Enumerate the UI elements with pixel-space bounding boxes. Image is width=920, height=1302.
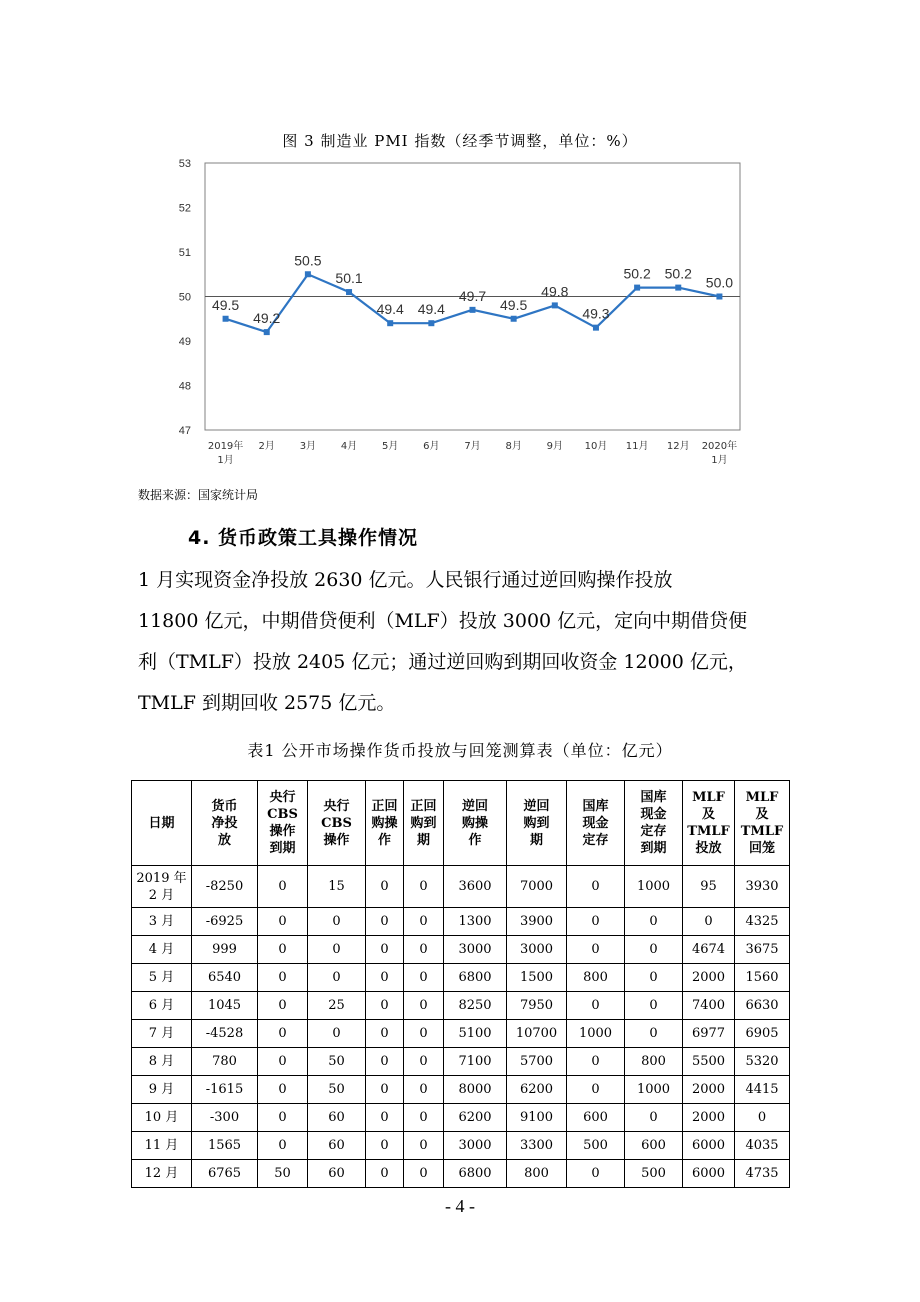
- table-row: [132, 908, 790, 936]
- table-cell: 0: [366, 1048, 404, 1076]
- table-cell: 0: [404, 908, 444, 936]
- table-row: [132, 1048, 790, 1076]
- table-cell: 0: [258, 1132, 308, 1160]
- table-cell: 0: [625, 936, 683, 964]
- column-header: MLF 及 TMLF 投放: [683, 781, 735, 866]
- table-cell: 0: [366, 1020, 404, 1048]
- data-label: 50.2: [664, 265, 692, 282]
- table-cell: 8000: [444, 1076, 507, 1104]
- paragraph-line: 1 月实现资金净投放 2630 亿元。人民银行通过逆回购操作投放: [138, 569, 673, 591]
- table-cell: 0: [567, 908, 625, 936]
- table-cell: 500: [625, 1160, 683, 1188]
- table-cell: 4735: [735, 1160, 790, 1188]
- x-tick-label: 1月: [217, 455, 234, 466]
- row-date: 9 月: [132, 1076, 192, 1104]
- row-date: 11 月: [132, 1132, 192, 1160]
- table-cell: 6765: [192, 1160, 258, 1188]
- table-cell: 0: [366, 1160, 404, 1188]
- table-cell: 3930: [735, 866, 790, 908]
- table-cell: -300: [192, 1104, 258, 1132]
- table-cell: 8250: [444, 992, 507, 1020]
- table-cell: 0: [625, 992, 683, 1020]
- table-cell: 7100: [444, 1048, 507, 1076]
- x-tick-label: 2020年: [701, 441, 738, 452]
- table-row: [132, 1160, 790, 1188]
- table-cell: 0: [308, 908, 366, 936]
- x-tick-label: 10月: [584, 441, 608, 452]
- table-cell: 95: [683, 866, 735, 908]
- row-date: 4 月: [132, 936, 192, 964]
- table-cell: 0: [625, 908, 683, 936]
- data-label: 49.2: [253, 310, 281, 327]
- table-cell: 1000: [567, 1020, 625, 1048]
- data-source-note: 数据来源：国家统计局: [138, 488, 259, 502]
- data-point: [593, 325, 599, 331]
- table-cell: 7400: [683, 992, 735, 1020]
- data-point: [346, 289, 352, 295]
- section-paragraph: [138, 560, 788, 724]
- table-cell: 25: [308, 992, 366, 1020]
- table-cell: 5700: [507, 1048, 567, 1076]
- table-cell: 3000: [444, 1132, 507, 1160]
- table-cell: 0: [366, 1076, 404, 1104]
- table-cell: 2000: [683, 1076, 735, 1104]
- table-cell: 0: [735, 1104, 790, 1132]
- table-cell: 0: [567, 1160, 625, 1188]
- x-tick-label: 3月: [299, 441, 317, 452]
- data-point: [470, 307, 476, 313]
- table-cell: 0: [366, 908, 404, 936]
- table-cell: 0: [404, 964, 444, 992]
- section-heading: 4. 货币政策工具操作情况: [188, 527, 419, 549]
- data-label: 49.7: [458, 287, 487, 304]
- x-tick-label: 4月: [340, 441, 358, 452]
- table-cell: -4528: [192, 1020, 258, 1048]
- x-tick-label: 8月: [505, 441, 522, 452]
- data-point: [387, 320, 393, 326]
- table-cell: 0: [258, 866, 308, 908]
- data-label: 49.5: [500, 296, 528, 313]
- data-point: [223, 316, 229, 322]
- column-header: 逆回 购到 期: [507, 781, 567, 866]
- table-cell: 0: [625, 1104, 683, 1132]
- data-label: 50.2: [623, 265, 651, 282]
- table-cell: 0: [366, 1132, 404, 1160]
- table-cell: 800: [567, 964, 625, 992]
- column-header: 央行 CBS 操作: [308, 781, 366, 866]
- table-cell: 50: [308, 1076, 366, 1104]
- x-tick-label: 11月: [625, 441, 649, 452]
- table-cell: 2000: [683, 964, 735, 992]
- row-date: 7 月: [132, 1020, 192, 1048]
- data-point: [264, 329, 270, 335]
- table-cell: 3600: [444, 866, 507, 908]
- column-header: 正回 购操 作: [366, 781, 404, 866]
- data-point: [716, 294, 722, 300]
- table-row: [132, 936, 790, 964]
- table-cell: 0: [366, 964, 404, 992]
- table-cell: 7950: [507, 992, 567, 1020]
- table-cell: 0: [404, 866, 444, 908]
- table-row: [132, 866, 790, 908]
- table-cell: 0: [567, 866, 625, 908]
- table-cell: 0: [404, 1104, 444, 1132]
- table-cell: 60: [308, 1132, 366, 1160]
- table-cell: 1045: [192, 992, 258, 1020]
- table-cell: 0: [404, 1020, 444, 1048]
- data-label: 50.1: [335, 270, 363, 287]
- data-label: 49.4: [376, 301, 404, 318]
- table-cell: 5100: [444, 1020, 507, 1048]
- table-cell: 4415: [735, 1076, 790, 1104]
- column-header: 国库 现金 定存: [567, 781, 625, 866]
- data-label: 50.0: [705, 274, 734, 291]
- data-point: [428, 320, 434, 326]
- table-cell: 4674: [683, 936, 735, 964]
- y-tick-label: 52: [178, 202, 191, 215]
- table-cell: 0: [258, 936, 308, 964]
- table-row: [132, 1020, 790, 1048]
- y-tick-label: 48: [178, 380, 191, 393]
- data-point: [675, 285, 681, 291]
- table-cell: -1615: [192, 1076, 258, 1104]
- table-row: [132, 1132, 790, 1160]
- table-cell: 0: [366, 866, 404, 908]
- data-point: [511, 316, 517, 322]
- table-cell: 0: [404, 1132, 444, 1160]
- table-row: [132, 992, 790, 1020]
- table-cell: 600: [567, 1104, 625, 1132]
- table-cell: 1000: [625, 1076, 683, 1104]
- table-body: [132, 866, 790, 1188]
- column-header: 央行 CBS 操作 到期: [258, 781, 308, 866]
- table-cell: 0: [258, 1076, 308, 1104]
- data-label: 50.5: [294, 252, 322, 269]
- paragraph-line: TMLF 到期回收 2575 亿元。: [138, 692, 396, 714]
- table-row: [132, 1104, 790, 1132]
- table-cell: 800: [625, 1048, 683, 1076]
- data-label: 49.8: [541, 283, 569, 300]
- column-header: 逆回 购操 作: [444, 781, 507, 866]
- table-cell: 0: [258, 908, 308, 936]
- table-cell: 500: [567, 1132, 625, 1160]
- y-tick-label: 47: [178, 425, 191, 437]
- table-cell: 0: [366, 992, 404, 1020]
- x-tick-label: 6月: [423, 441, 440, 452]
- table-cell: 0: [308, 936, 366, 964]
- table-cell: 60: [308, 1160, 366, 1188]
- table-cell: 0: [567, 1076, 625, 1104]
- table-header-row: [132, 781, 790, 866]
- x-tick-label: 9月: [546, 441, 563, 452]
- table-cell: 0: [258, 1048, 308, 1076]
- table-cell: 50: [258, 1160, 308, 1188]
- data-point: [634, 285, 640, 291]
- table-cell: 1560: [735, 964, 790, 992]
- table-cell: 6200: [507, 1076, 567, 1104]
- open-market-operations-table: [131, 780, 790, 1188]
- table-cell: 3000: [444, 936, 507, 964]
- table-cell: 1565: [192, 1132, 258, 1160]
- table-cell: -8250: [192, 866, 258, 908]
- figure-title: 图 3 制造业 PMI 指数（经季节调整，单位：%）: [282, 132, 638, 150]
- page-number: - 4 -: [445, 1196, 475, 1216]
- table-cell: 1000: [625, 866, 683, 908]
- y-tick-label: 50: [178, 291, 191, 304]
- table-cell: 6630: [735, 992, 790, 1020]
- column-header: 货币 净投 放: [192, 781, 258, 866]
- paragraph-line: 11800 亿元，中期借贷便利（MLF）投放 3000 亿元，定向中期借贷便: [138, 610, 748, 632]
- table-cell: 0: [404, 936, 444, 964]
- table-cell: 6540: [192, 964, 258, 992]
- data-label: 49.3: [582, 305, 610, 322]
- table-cell: 800: [507, 1160, 567, 1188]
- table-cell: 600: [625, 1132, 683, 1160]
- y-tick-label: 51: [178, 247, 191, 259]
- table-cell: 3300: [507, 1132, 567, 1160]
- x-tick-label: 2019年: [207, 441, 244, 452]
- x-tick-label: 7月: [464, 441, 481, 452]
- data-point: [552, 302, 558, 308]
- table-cell: 60: [308, 1104, 366, 1132]
- column-header: 日期: [132, 781, 192, 866]
- table-cell: 1300: [444, 908, 507, 936]
- table-cell: 0: [404, 1160, 444, 1188]
- table-cell: 0: [567, 1048, 625, 1076]
- table-cell: 3000: [507, 936, 567, 964]
- row-date: 5 月: [132, 964, 192, 992]
- table-cell: 5500: [683, 1048, 735, 1076]
- table-cell: 0: [258, 1020, 308, 1048]
- table-cell: 6000: [683, 1132, 735, 1160]
- table-cell: 6200: [444, 1104, 507, 1132]
- table-cell: 0: [258, 992, 308, 1020]
- y-tick-label: 49: [178, 336, 191, 348]
- table-cell: 0: [567, 936, 625, 964]
- table-cell: 0: [404, 1076, 444, 1104]
- row-date: 10 月: [132, 1104, 192, 1132]
- column-header: 国库 现金 定存 到期: [625, 781, 683, 866]
- paragraph-line: 利（TMLF）投放 2405 亿元；通过逆回购到期回收资金 12000 亿元，: [138, 651, 747, 673]
- table-cell: -6925: [192, 908, 258, 936]
- y-tick-label: 53: [178, 158, 191, 170]
- table-cell: 0: [366, 936, 404, 964]
- table-cell: 6905: [735, 1020, 790, 1048]
- table-cell: 0: [625, 964, 683, 992]
- x-tick-label: 2月: [258, 441, 275, 452]
- column-header: MLF 及 TMLF 回笼: [735, 781, 790, 866]
- data-label: 49.5: [211, 296, 240, 313]
- table-cell: 6800: [444, 964, 507, 992]
- table-cell: 0: [258, 1104, 308, 1132]
- table-cell: 6000: [683, 1160, 735, 1188]
- x-tick-label: 5月: [382, 441, 399, 452]
- row-date: 3 月: [132, 908, 192, 936]
- pmi-line-chart: [160, 150, 760, 480]
- table-cell: 0: [308, 964, 366, 992]
- row-date: 2019 年 2 月: [132, 866, 192, 908]
- table-cell: 7000: [507, 866, 567, 908]
- data-point: [305, 271, 311, 277]
- table-cell: 0: [404, 992, 444, 1020]
- table-row: [132, 1076, 790, 1104]
- data-label: 49.4: [417, 301, 445, 318]
- row-date: 6 月: [132, 992, 192, 1020]
- table-cell: 2000: [683, 1104, 735, 1132]
- table-cell: 999: [192, 936, 258, 964]
- table-cell: 3900: [507, 908, 567, 936]
- column-header: 正回 购到 期: [404, 781, 444, 866]
- table-cell: 0: [366, 1104, 404, 1132]
- table-cell: 15: [308, 866, 366, 908]
- table-cell: 0: [683, 908, 735, 936]
- table-cell: 6800: [444, 1160, 507, 1188]
- x-tick-label: 12月: [666, 441, 690, 452]
- table-cell: 3675: [735, 936, 790, 964]
- table-row: [132, 964, 790, 992]
- table-title: 表1 公开市场操作货币投放与回笼测算表（单位：亿元）: [247, 741, 673, 760]
- table-cell: 0: [258, 964, 308, 992]
- table-cell: 780: [192, 1048, 258, 1076]
- x-tick-label: 1月: [711, 455, 728, 466]
- table-cell: 10700: [507, 1020, 567, 1048]
- table-cell: 0: [625, 1020, 683, 1048]
- table-cell: 5320: [735, 1048, 790, 1076]
- table-cell: 1500: [507, 964, 567, 992]
- table-cell: 0: [567, 992, 625, 1020]
- table-cell: 0: [404, 1048, 444, 1076]
- table-cell: 50: [308, 1048, 366, 1076]
- table-cell: 6977: [683, 1020, 735, 1048]
- table-cell: 0: [308, 1020, 366, 1048]
- table-cell: 9100: [507, 1104, 567, 1132]
- table-cell: 4035: [735, 1132, 790, 1160]
- table-cell: 4325: [735, 908, 790, 936]
- row-date: 8 月: [132, 1048, 192, 1076]
- row-date: 12 月: [132, 1160, 192, 1188]
